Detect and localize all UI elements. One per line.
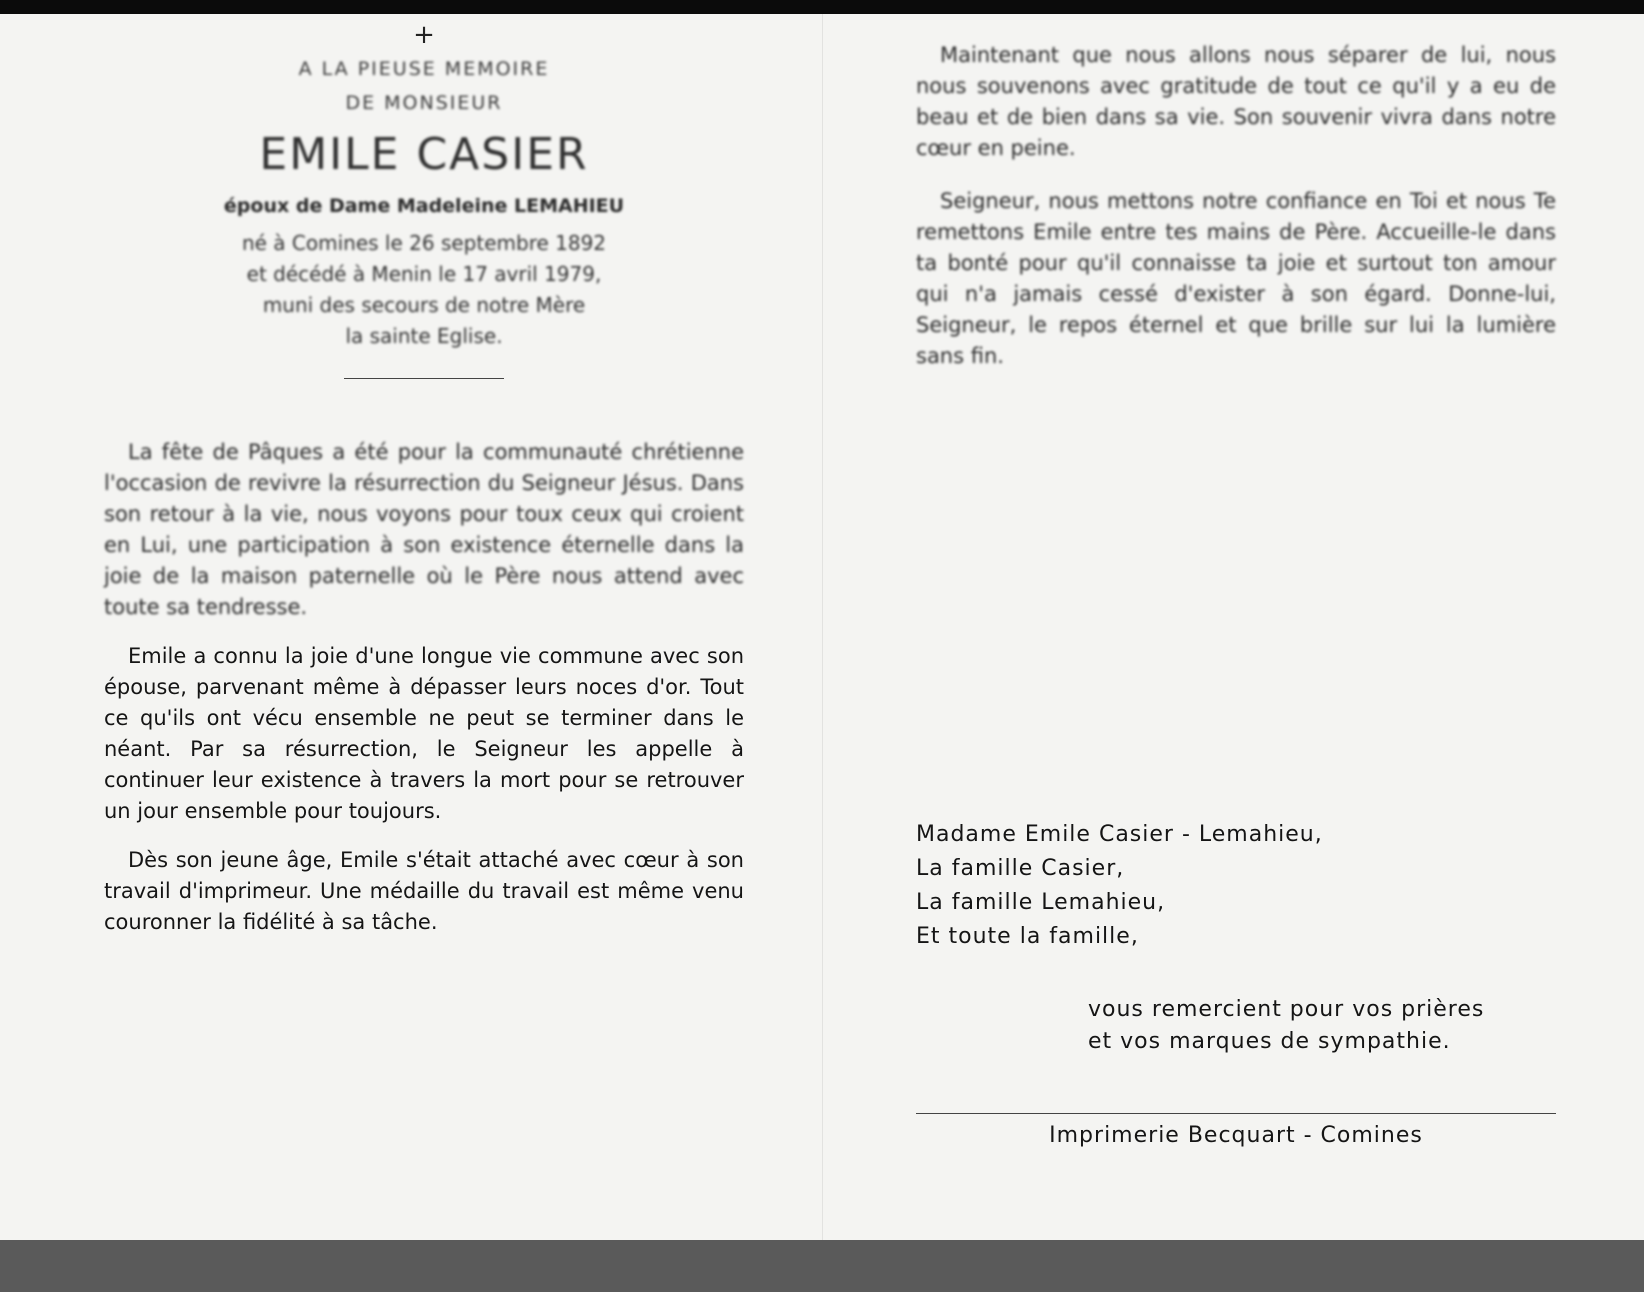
family-line: La famille Casier, bbox=[916, 856, 1125, 881]
scan-top-edge bbox=[0, 0, 1644, 14]
spouse-line: époux de Dame Madeleine LEMAHIEU bbox=[223, 195, 625, 217]
cross-icon: + bbox=[413, 20, 435, 50]
memorial-line-1: A LA PIEUSE MEMOIRE bbox=[298, 58, 550, 80]
body-paragraph: Dès son jeune âge, Emile s'était attaché avec cœur à son travail d'imprimeur. Une médaille du travail est même venu couronner la fidélité à sa tâche. bbox=[104, 848, 744, 934]
family-line: La famille Lemahieu, bbox=[916, 890, 1166, 915]
left-panel bbox=[104, 18, 744, 938]
bio-line: né à Comines le 26 septembre 1892 bbox=[241, 231, 607, 255]
body-paragraph: Emile a connu la joie d'une longue vie commune avec son épouse, parvenant même à dépasser leurs noces d'or. Tout ce qu'ils ont vécu ensemble ne peut se terminer dans le néant. Par sa résurrection, le Seigneur les appelle à continuer leur existence à travers la mort pour se retrouver un jour ensemble pour toujours. bbox=[104, 644, 744, 823]
printer-credit: Imprimerie Becquart - Comines bbox=[1049, 1123, 1423, 1148]
family-line: Madame Emile Casier - Lemahieu, bbox=[916, 822, 1323, 847]
bio-line: muni des secours de notre Mère bbox=[262, 293, 586, 317]
prayer-paragraph: Seigneur, nous mettons notre confiance en Toi et nous Te remettons Emile entre tes mains de Père. Accueille-le dans ta bonté pour qu'il connaisse ta joie et surtout ton amour qui n'a jamais cessé d'exister à son égard. Donne-lui, Seigneur, le repos éternel et que brille sur lui la lumière sans fin. bbox=[916, 189, 1556, 368]
scan-bottom-edge bbox=[0, 1240, 1644, 1292]
family-line: Et toute la famille, bbox=[916, 924, 1139, 949]
memorial-header bbox=[104, 52, 744, 352]
family-signature bbox=[916, 818, 1323, 954]
thanks-text bbox=[1088, 994, 1484, 1058]
bio-line: et décédé à Menin le 17 avril 1979, bbox=[246, 262, 602, 286]
body-paragraph: La fête de Pâques a été pour la communauté chrétienne l'occasion de revivre la résurrection du Seigneur Jésus. Dans son retour à la vie, nous voyons pour toux ceux qui croient en Lui, une participation à son existence éternelle dans la joie de la maison paternelle où le Père nous attend avec toute sa tendresse. bbox=[104, 440, 744, 619]
memorial-line-2: DE MONSIEUR bbox=[345, 92, 503, 114]
thanks-line: vous remercient pour vos prières bbox=[1088, 997, 1485, 1022]
thanks-line: et vos marques de sympathie. bbox=[1088, 1029, 1451, 1054]
right-panel bbox=[916, 40, 1556, 372]
footer-divider bbox=[916, 1113, 1556, 1114]
divider bbox=[344, 378, 504, 379]
deceased-name: EMILE CASIER bbox=[259, 129, 589, 180]
card-fold bbox=[822, 14, 823, 1240]
prayer-paragraph: Maintenant que nous allons nous séparer de lui, nous nous souvenons avec gratitude de tout ce qu'il y a eu de beau et de bien dans sa vie. Son souvenir vivra dans notre cœur en peine. bbox=[916, 43, 1556, 160]
bio-line: la sainte Eglise. bbox=[345, 324, 503, 348]
